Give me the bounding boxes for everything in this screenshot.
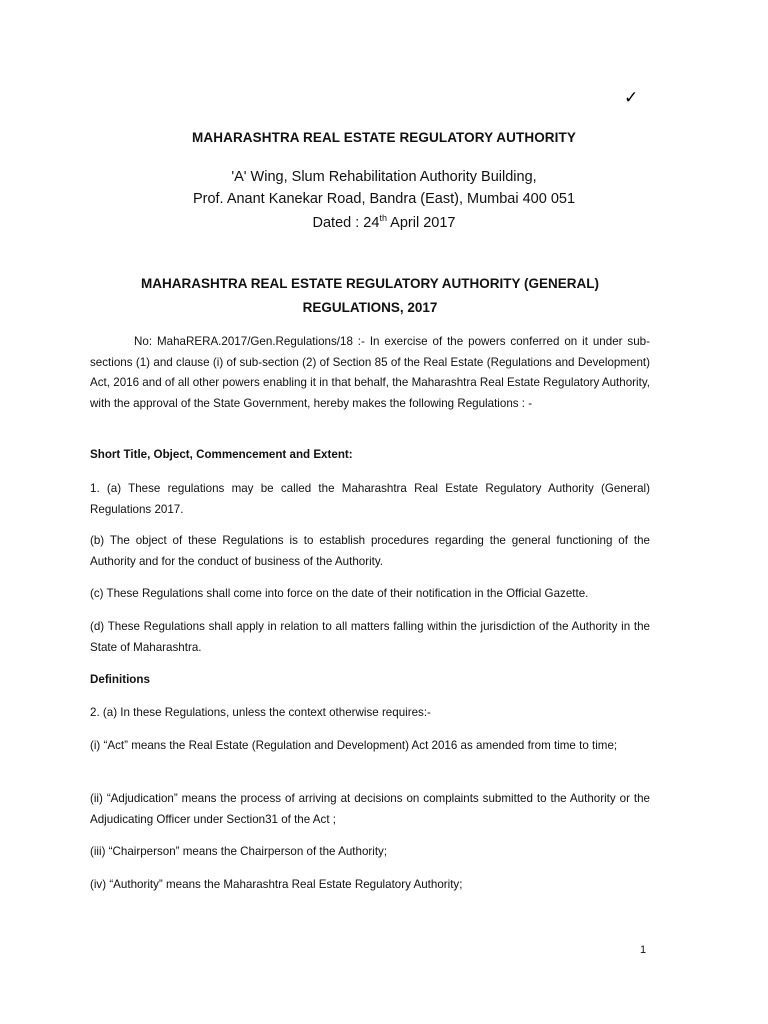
preamble-paragraph: No: MahaRERA.2017/Gen.Regulations/18 :- In exercise of the powers conferred on it under sub-sections (1) and clause (i) of sub-section (2) of Section 85 of the Real Estate (Regulations and Development) Act, 2016 and of all other powers enabling it in that behalf, the Maharashtra Real Estate Regulatory Authority, with the approval of the State Government, hereby makes the following Regulations : -: [90, 335, 650, 410]
regulation-title-line-2: REGULATIONS, 2017: [302, 300, 438, 315]
paragraph-1c: (c) These Regulations shall come into force on the date of their notification in the Official Gazette.: [90, 587, 589, 600]
dated-line: [0, 213, 768, 231]
org-title: MAHARASHTRA REAL ESTATE REGULATORY AUTHORITY: [192, 130, 576, 145]
paragraph-1d: (d) These Regulations shall apply in relation to all matters falling within the jurisdiction of the Authority in the State of Maharashtra.: [90, 620, 650, 654]
address-line-1: 'A' Wing, Slum Rehabilitation Authority Building,: [231, 169, 537, 185]
dated-prefix: Dated : 24: [312, 215, 380, 231]
definition-adjudication: (ii) “Adjudication” means the process of arriving at decisions on complaints submitted to the Authority or the Adjudicating Officer under Section31 of the Act ;: [90, 792, 650, 826]
regulation-title-line-1: MAHARASHTRA REAL ESTATE REGULATORY AUTHORITY (GENERAL): [140, 276, 599, 291]
dated-superscript: th: [379, 213, 387, 223]
page-number: 1: [640, 944, 647, 956]
address-line-2: Prof. Anant Kanekar Road, Bandra (East), Mumbai 400 051: [192, 191, 576, 207]
definition-authority: (iv) “Authority” means the Maharashtra Real Estate Regulatory Authority;: [90, 878, 463, 891]
paragraph-2a: 2. (a) In these Regulations, unless the context otherwise requires:-: [90, 706, 431, 719]
section-heading-definitions: Definitions: [90, 673, 150, 686]
paragraph-1b: (b) The object of these Regulations is to establish procedures regarding the general functioning of the Authority and for the conduct of business of the Authority.: [90, 534, 650, 568]
definition-chairperson: (iii) “Chairperson” means the Chairperson of the Authority;: [90, 845, 388, 858]
paragraph-1a: 1. (a) These regulations may be called the Maharashtra Real Estate Regulatory Authority (General) Regulations 2017.: [90, 482, 650, 516]
definition-act: (i) “Act” means the Real Estate (Regulation and Development) Act 2016 as amended from time to time;: [90, 739, 618, 752]
section-heading-short-title: Short Title, Object, Commencement and Extent:: [90, 448, 353, 461]
dated-suffix: April 2017: [386, 215, 456, 231]
check-mark-icon: ✓: [624, 88, 639, 108]
regulation-title: [90, 272, 650, 320]
